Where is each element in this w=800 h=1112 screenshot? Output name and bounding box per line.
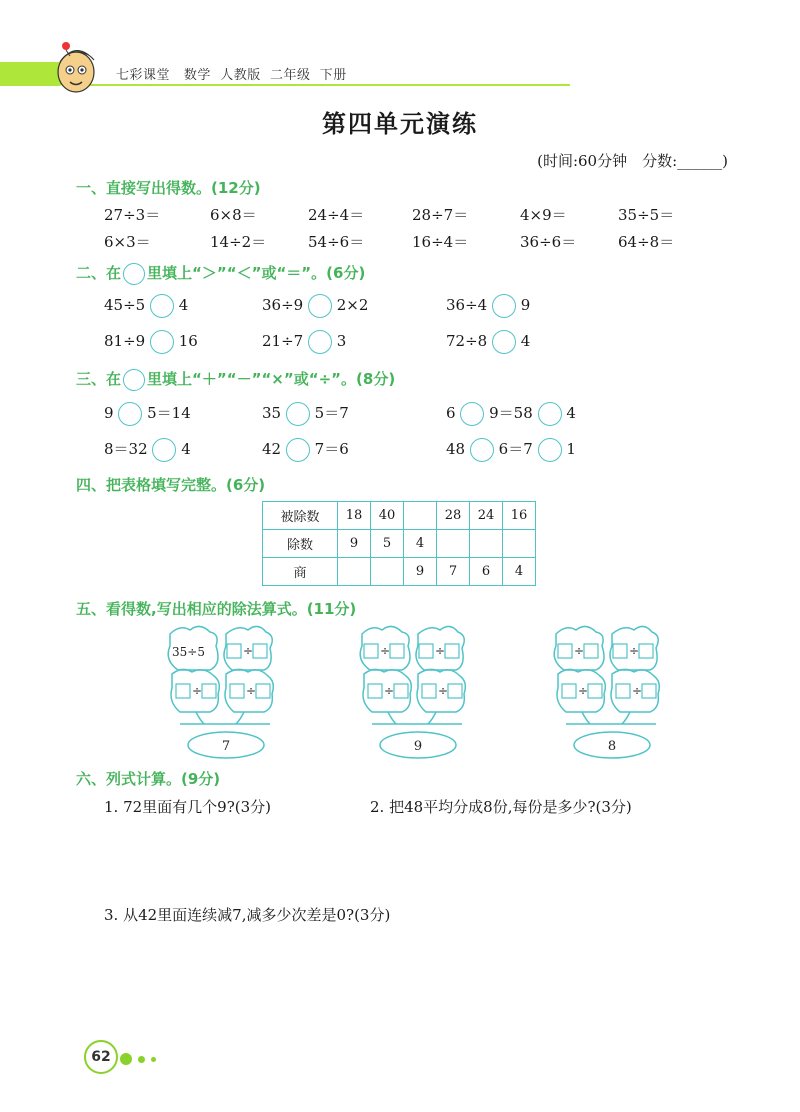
section3-heading-pre: 三、在 (76, 370, 122, 388)
table-cell-input[interactable] (371, 558, 404, 586)
s2-item-4: 81÷9 16 (104, 330, 198, 354)
table-cell: 24 (470, 502, 503, 530)
s2-item-6: 72÷8 4 (446, 330, 530, 354)
section5-heading: 五、看得数,写出相应的除法算式。(11分) (76, 600, 357, 618)
s3-item-2: 35 5＝7 (262, 402, 349, 426)
divide-sign: ÷ (578, 684, 589, 698)
operator-circle-input[interactable] (286, 438, 310, 462)
s1-r1-c4: 28÷7＝ (412, 206, 469, 224)
table-cell: 4 (404, 530, 437, 558)
s1-r1-c5: 4×9＝ (520, 206, 567, 224)
table-row (263, 558, 536, 586)
table-cell: 除数 (263, 530, 338, 558)
division-table (262, 501, 536, 586)
decor-dot-icon (120, 1053, 132, 1065)
divide-sign: ÷ (384, 684, 395, 698)
s1-r1-c2: 6×8＝ (210, 206, 257, 224)
divide-sign: ÷ (246, 684, 257, 698)
answer-circle-icon (123, 263, 145, 285)
header-edition: 人教版 (220, 68, 261, 83)
section6-heading: 六、列式计算。(9分) (76, 770, 221, 788)
table-cell: 16 (503, 502, 536, 530)
section4-heading: 四、把表格填写完整。(6分) (76, 476, 266, 494)
compare-circle-input[interactable] (492, 294, 516, 318)
pot1-result: 7 (221, 739, 231, 754)
s3-item-1: 9 5＝14 (104, 402, 191, 426)
s3-item-3: 6 9＝58 4 (446, 402, 576, 426)
divide-sign: ÷ (192, 684, 203, 698)
divide-sign: ÷ (435, 644, 446, 658)
table-row (263, 502, 536, 530)
divide-sign: ÷ (438, 684, 449, 698)
flower-pot-2 (352, 624, 482, 764)
flower-pot-3 (546, 624, 676, 764)
section3-heading (76, 368, 395, 391)
compare-circle-input[interactable] (308, 330, 332, 354)
divide-sign: ÷ (574, 644, 585, 658)
header-series: 七彩课堂 (116, 68, 171, 83)
page-number: 62 (84, 1040, 118, 1074)
s1-r1-c6: 35÷5＝ (618, 206, 675, 224)
operator-circle-input[interactable] (538, 402, 562, 426)
s3-item-4: 8＝32 4 (104, 438, 191, 462)
s3-item-5: 42 7＝6 (262, 438, 349, 462)
s3-item-6: 48 6＝7 1 (446, 438, 576, 462)
table-cell: 被除数 (263, 502, 338, 530)
s1-r2-c4: 16÷4＝ (412, 233, 469, 251)
s1-r1-c3: 24÷4＝ (308, 206, 365, 224)
table-cell: 4 (503, 558, 536, 586)
pot3-result: 8 (607, 739, 617, 754)
section2-heading (76, 262, 365, 285)
table-cell: 18 (338, 502, 371, 530)
pot2-result: 9 (413, 739, 423, 754)
section1-heading: 一、直接写出得数。(12分) (76, 179, 261, 197)
divide-sign: ÷ (380, 644, 391, 658)
question-1: 1. 72里面有几个9?(3分) (104, 798, 272, 816)
operator-circle-input[interactable] (538, 438, 562, 462)
table-cell-input[interactable] (437, 530, 470, 558)
operator-circle-input[interactable] (286, 402, 310, 426)
s1-r2-c1: 6×3＝ (104, 233, 151, 251)
compare-circle-input[interactable] (492, 330, 516, 354)
page-title: 第四单元演练 (322, 110, 478, 138)
compare-circle-input[interactable] (308, 294, 332, 318)
table-cell: 9 (404, 558, 437, 586)
s2-item-2: 36÷9 2×2 (262, 294, 368, 318)
compare-circle-input[interactable] (150, 330, 174, 354)
operator-circle-input[interactable] (470, 438, 494, 462)
operator-circle-input[interactable] (152, 438, 176, 462)
decor-dot-icon (138, 1056, 145, 1063)
answer-circle-icon (123, 369, 145, 391)
flower-pot-1 (160, 624, 290, 764)
table-cell-input[interactable] (404, 502, 437, 530)
s1-r2-c6: 64÷8＝ (618, 233, 675, 251)
s2-item-3: 36÷4 9 (446, 294, 530, 318)
table-cell: 5 (371, 530, 404, 558)
table-cell: 28 (437, 502, 470, 530)
table-cell: 7 (437, 558, 470, 586)
compare-circle-input[interactable] (150, 294, 174, 318)
s2-item-5: 21÷7 3 (262, 330, 346, 354)
s2-item-1: 45÷5 4 (104, 294, 188, 318)
divide-sign: ÷ (629, 644, 640, 658)
table-cell: 9 (338, 530, 371, 558)
mascot-icon (48, 38, 104, 96)
header-volume: 下册 (319, 68, 347, 83)
decor-dot-icon (151, 1057, 156, 1062)
table-row (263, 530, 536, 558)
pot1-example: 35÷5 (172, 645, 205, 659)
operator-circle-input[interactable] (460, 402, 484, 426)
table-cell: 商 (263, 558, 338, 586)
table-cell-input[interactable] (338, 558, 371, 586)
question-3: 3. 从42里面连续减7,减多少次差是0?(3分) (104, 906, 391, 924)
question-2: 2. 把48平均分成8份,每份是多少?(3分) (370, 798, 632, 816)
s1-r2-c3: 54÷6＝ (308, 233, 365, 251)
section2-heading-pre: 二、在 (76, 264, 122, 282)
table-cell: 6 (470, 558, 503, 586)
s1-r1-c1: 27÷3＝ (104, 206, 161, 224)
table-cell-input[interactable] (503, 530, 536, 558)
time-info: (时间:60分钟 分数:______) (537, 152, 728, 170)
table-cell-input[interactable] (470, 530, 503, 558)
section3-heading-post: 里填上“＋”“－”“×”或“÷”。(8分) (147, 370, 396, 388)
s1-r2-c2: 14÷2＝ (210, 233, 267, 251)
divide-sign: ÷ (632, 684, 643, 698)
header-rule (70, 84, 570, 86)
section2-heading-post: 里填上“＞”“＜”或“＝”。(6分) (147, 264, 366, 282)
operator-circle-input[interactable] (118, 402, 142, 426)
table-cell: 40 (371, 502, 404, 530)
s1-r2-c5: 36÷6＝ (520, 233, 577, 251)
header-subject: 数学 (183, 68, 211, 83)
divide-sign: ÷ (243, 644, 254, 658)
header-info (116, 64, 347, 83)
header-grade: 二年级 (269, 68, 311, 83)
